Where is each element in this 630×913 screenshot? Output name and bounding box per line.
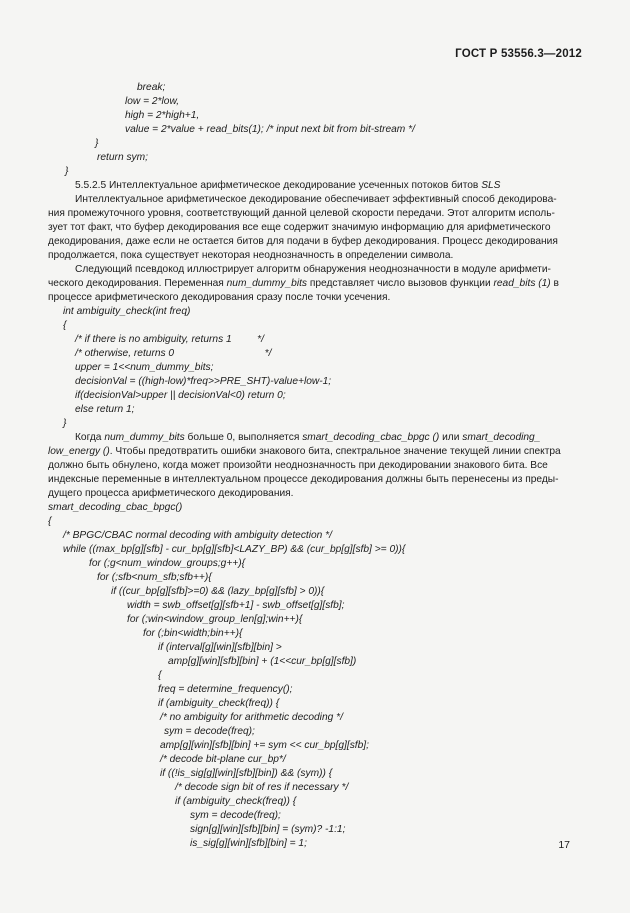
text-span: ния промежуточного уровня, соответствующий данной целевой скорости передачи. Этот алгоритм исполь- bbox=[48, 208, 555, 219]
text-line bbox=[75, 193, 557, 207]
code-span: low = 2*low, bbox=[125, 96, 180, 107]
code-span: int ambiguity_check(int freq) bbox=[63, 306, 191, 317]
text-line bbox=[89, 557, 245, 571]
code-span: num_dummy_bits bbox=[104, 432, 185, 443]
text-span: Когда bbox=[75, 432, 105, 443]
code-span: high = 2*high+1, bbox=[125, 110, 200, 121]
text-line bbox=[65, 165, 68, 179]
text-line bbox=[75, 403, 134, 417]
text-line bbox=[160, 739, 369, 753]
code-span: sign[g][win][sfb][bin] = (sym)? -1:1; bbox=[190, 824, 346, 835]
code-span: is_sig[g][win][sfb][bin] = 1; bbox=[190, 838, 307, 849]
code-span: for (;sfb<num_sfb;sfb++){ bbox=[97, 572, 212, 583]
code-span: { bbox=[158, 670, 162, 681]
text-line bbox=[175, 795, 296, 809]
text-span: должно быть обнулено, когда может произойти неоднозначность при декодировании знакового бита. Все bbox=[48, 460, 548, 471]
text-span: Интеллектуальное арифметическое декодирование обеспечивает эффективный способ декодирова- bbox=[75, 194, 557, 205]
text-line bbox=[125, 109, 199, 123]
code-span: /* if there is no ambiguity, returns 1 */ bbox=[75, 334, 264, 345]
text-span: индексные переменные в интеллектуальном процессе декодирования должны быть перенесены из преды- bbox=[48, 474, 559, 485]
text-span: больше 0, выполняется bbox=[184, 432, 303, 443]
text-span: 5.5.2.5 Интеллектуальное арифметическое декодирование усеченных потоков битов bbox=[75, 180, 482, 191]
code-span: { bbox=[48, 516, 52, 527]
code-span: break; bbox=[137, 82, 166, 93]
text-line bbox=[75, 263, 551, 277]
text-span: дущего процесса арифметического декодирования. bbox=[48, 488, 294, 499]
text-line bbox=[158, 697, 279, 711]
text-line bbox=[95, 137, 98, 151]
document-header: ГОСТ Р 53556.3—2012 bbox=[455, 48, 582, 60]
text-line bbox=[175, 781, 348, 795]
code-span: /* decode sign bit of res if necessary */ bbox=[175, 782, 349, 793]
text-line bbox=[48, 235, 558, 249]
text-line bbox=[75, 375, 331, 389]
text-span: или bbox=[439, 432, 463, 443]
text-line bbox=[48, 445, 561, 459]
text-line bbox=[190, 837, 307, 851]
code-span: if ((cur_bp[g][sfb]>=0) && (lazy_bp[g][sfb] > 0)){ bbox=[111, 586, 325, 597]
text-line bbox=[63, 305, 190, 319]
code-span: } bbox=[95, 138, 99, 149]
text-span: представляет число вызовов функции bbox=[307, 278, 494, 289]
text-line bbox=[75, 333, 264, 347]
code-span: amp[g][win][sfb][bin] + (1<<cur_bp[g][sfb]) bbox=[168, 656, 357, 667]
text-line bbox=[125, 123, 415, 137]
text-span: продолжается, пока существует некоторая неоднозначность в определении символа. bbox=[48, 250, 454, 261]
code-span: sym = decode(freq); bbox=[190, 810, 281, 821]
code-span: smart_decoding_cbac_bpgc() bbox=[48, 502, 183, 513]
code-span: SLS bbox=[481, 180, 501, 191]
code-span: read_bits (1) bbox=[493, 278, 551, 289]
code-span: } bbox=[65, 166, 69, 177]
text-line bbox=[75, 347, 271, 361]
code-span: /* no ambiguity for arithmetic decoding */ bbox=[160, 712, 343, 723]
text-line bbox=[63, 417, 66, 431]
text-line bbox=[48, 515, 51, 529]
text-span: декодирования, даже если не остается битов для подачи в буфер декодирования. Процесс декодирования bbox=[48, 236, 558, 247]
text-line bbox=[63, 543, 405, 557]
text-line bbox=[190, 809, 281, 823]
text-line bbox=[158, 683, 293, 697]
code-span: if ((!is_sig[g][win][sfb][bin]) && (sym)) { bbox=[160, 768, 333, 779]
code-span: if (ambiguity_check(freq)) { bbox=[158, 698, 280, 709]
text-line bbox=[127, 613, 302, 627]
text-line bbox=[48, 459, 548, 473]
text-line bbox=[48, 207, 555, 221]
text-line bbox=[63, 529, 332, 543]
text-span: процессе арифметического декодирования сразу после точки усечения. bbox=[48, 292, 391, 303]
text-span: Следующий псевдокод иллюстрирует алгоритм обнаружения неоднозначности в модуле арифмети- bbox=[75, 264, 551, 275]
code-span: { bbox=[63, 320, 67, 331]
text-span: ческого декодирования. Переменная bbox=[48, 278, 227, 289]
text-line bbox=[111, 585, 324, 599]
text-line bbox=[75, 361, 213, 375]
code-span: for (;win<window_group_len[g];win++){ bbox=[127, 614, 303, 625]
text-line bbox=[190, 823, 345, 837]
code-span: if (ambiguity_check(freq)) { bbox=[175, 796, 297, 807]
text-line bbox=[48, 291, 390, 305]
text-line bbox=[75, 431, 540, 445]
page-number: 17 bbox=[558, 839, 570, 851]
text-line bbox=[168, 655, 356, 669]
text-line bbox=[48, 277, 559, 291]
code-span: smart_decoding_ bbox=[462, 432, 541, 443]
text-line bbox=[75, 389, 286, 403]
text-line bbox=[97, 571, 212, 585]
code-span: decisionVal = ((high-low)*freq>>PRE_SHT)-value+low-1; bbox=[75, 376, 332, 387]
text-line bbox=[48, 249, 453, 263]
code-span: width = swb_offset[g][sfb+1] - swb_offset[g][sfb]; bbox=[127, 600, 345, 611]
text-line bbox=[48, 221, 551, 235]
code-span: /* otherwise, returns 0 */ bbox=[75, 348, 272, 359]
code-span: return sym; bbox=[97, 152, 148, 163]
text-line bbox=[143, 627, 242, 641]
code-span: value = 2*value + read_bits(1); /* input next bit from bit-stream */ bbox=[125, 124, 415, 135]
code-span: for (;bin<width;bin++){ bbox=[143, 628, 243, 639]
text-line bbox=[137, 81, 165, 95]
code-span: /* BPGC/CBAC normal decoding with ambiguity detection */ bbox=[63, 530, 332, 541]
code-span: else return 1; bbox=[75, 404, 135, 415]
text-line bbox=[158, 641, 282, 655]
text-line bbox=[48, 501, 182, 515]
code-span: /* decode bit-plane cur_bp*/ bbox=[160, 754, 286, 765]
text-span: зует тот факт, что буфер декодирования все еще содержит значимую информацию для арифметического bbox=[48, 222, 551, 233]
text-line bbox=[63, 319, 66, 333]
code-span: smart_decoding_cbac_bpgc () bbox=[302, 432, 440, 443]
code-span: for (;g<num_window_groups;g++){ bbox=[89, 558, 246, 569]
text-span: . Чтобы предотвратить ошибки знакового бита, спектральное значение текущей линии спектра bbox=[109, 446, 561, 457]
code-span: freq = determine_frequency(); bbox=[158, 684, 293, 695]
text-line bbox=[48, 487, 293, 501]
code-span: upper = 1<<num_dummy_bits; bbox=[75, 362, 214, 373]
text-line bbox=[158, 669, 161, 683]
text-line bbox=[160, 767, 332, 781]
code-span: if (interval[g][win][sfb][bin] > bbox=[158, 642, 282, 653]
text-line bbox=[160, 753, 286, 767]
code-span: if(decisionVal>upper || decisionVal<0) return 0; bbox=[75, 390, 286, 401]
text-line bbox=[75, 179, 500, 193]
code-span: sym = decode(freq); bbox=[164, 726, 255, 737]
code-span: while ((max_bp[g][sfb] - cur_bp[g][sfb]<LAZY_BP) && (cur_bp[g][sfb] >= 0)){ bbox=[63, 544, 406, 555]
text-line bbox=[125, 95, 179, 109]
code-span: } bbox=[63, 418, 67, 429]
text-line bbox=[97, 151, 148, 165]
text-line bbox=[127, 599, 344, 613]
code-span: num_dummy_bits bbox=[226, 278, 308, 289]
text-line bbox=[164, 725, 255, 739]
text-line bbox=[48, 473, 559, 487]
text-span: в bbox=[550, 278, 559, 289]
code-span: low_energy () bbox=[48, 446, 110, 457]
text-line bbox=[160, 711, 343, 725]
code-span: amp[g][win][sfb][bin] += sym << cur_bp[g][sfb]; bbox=[160, 740, 369, 751]
